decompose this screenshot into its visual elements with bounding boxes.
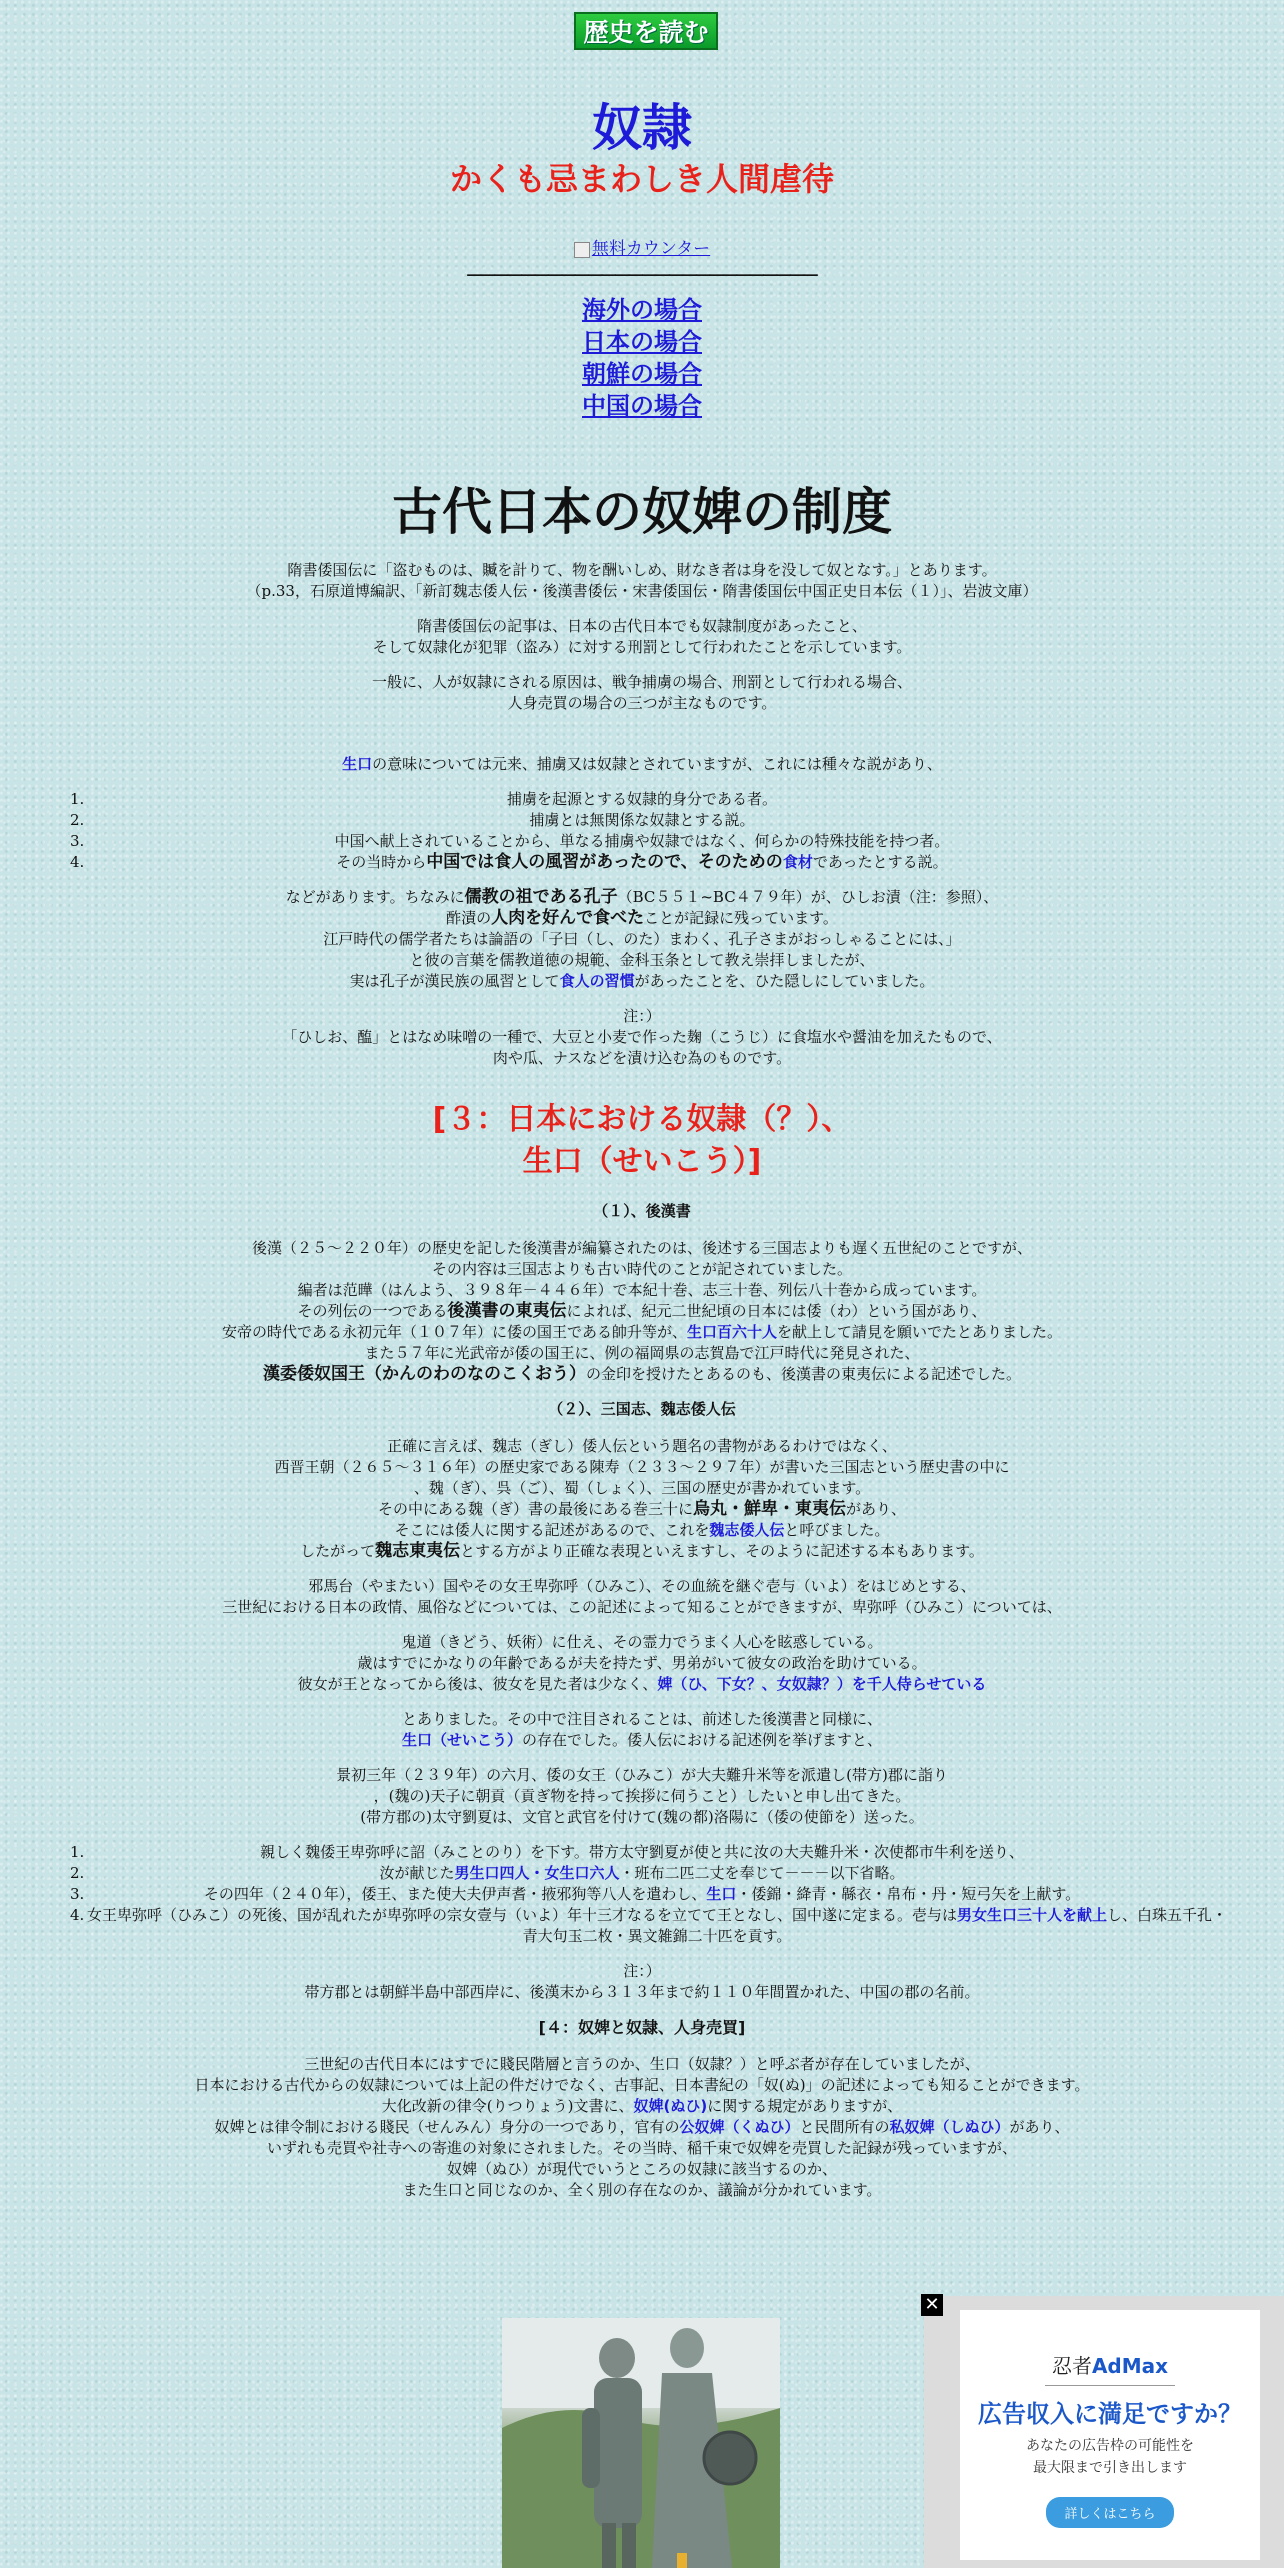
gishi-paragraph-5 <box>0 1765 1284 1828</box>
seikou-intro <box>0 754 1284 775</box>
text-line: 奴婢（ぬひ）が現代でいうところの奴隷に該当するのか、 <box>446 2160 837 2178</box>
ad-content[interactable] <box>960 2310 1260 2560</box>
section3-title <box>0 1099 1284 1183</box>
bold-text: 儒教の祖である孔子 <box>464 887 618 907</box>
bold-text: 魏志東夷伝 <box>375 1541 461 1561</box>
bold-text: 後漢書の東夷伝 <box>447 1301 567 1321</box>
ad-brand-b: AdMax <box>1091 2354 1169 2378</box>
highlight-term: 公奴婢（くぬひ） <box>679 2118 800 2136</box>
nav-link-korea[interactable]: 朝鮮の場合 <box>582 360 702 388</box>
list-item <box>0 810 1284 831</box>
list-number: 3. <box>70 1885 85 1903</box>
text-line: また生口と同じなのか、全く別の存在なのか、議論が分かれています。 <box>402 2181 882 2199</box>
list-number: 4. <box>70 853 85 871</box>
text-line: と民間所有の <box>799 2118 890 2136</box>
section3-sub1: （１）、後漢書 <box>593 1202 691 1220</box>
intro-paragraph-1 <box>0 560 1284 602</box>
text-line: その内容は三国志よりも古い時代のことが記されていました。 <box>431 1260 852 1278</box>
list-number: 2. <box>70 811 85 829</box>
highlight-term: 男生口四人・女生口六人 <box>454 1864 620 1882</box>
highlight-term: 奴婢(ぬひ) <box>633 2097 708 2115</box>
ad-brand <box>960 2350 1260 2379</box>
title-line: [３：日本における奴隷（？）、 <box>432 1102 852 1137</box>
text-line: 江戸時代の儒学者たちは論語の「子曰（し、のた）まわく、孔子さまがおっしゃることには、」 <box>323 930 961 948</box>
counter-link[interactable] <box>0 234 1284 259</box>
text-line: （BC５５１~BC４７９年）が、ひしお漬（注：参照）、 <box>617 888 999 906</box>
seikou-list <box>0 789 1284 873</box>
site-logo[interactable]: 歴史を読む <box>574 12 718 50</box>
text-line: とする方がより正確な表現といえますし、そのように記述する本もあります。 <box>460 1542 984 1560</box>
statue-photo <box>502 2318 780 2568</box>
highlight-term: 生口 <box>706 1885 737 1903</box>
intro-paragraph-3 <box>0 672 1284 714</box>
gishi-paragraph-4 <box>0 1709 1284 1751</box>
text-line: とありました。その中で注目されることは、前述した後漢書と同様に、 <box>401 1710 882 1728</box>
text-line: 邪馬台（やまたい）国やその女王卑弥呼（ひみこ）、その血統を継ぐ壱与（いよ）をはじめとする、 <box>308 1577 976 1595</box>
text-line: があり、 <box>846 1500 907 1518</box>
text-line: （p.33，石原道博編訳、「新訂魏志倭人伝・後漢書倭伝・宋書倭国伝・隋書倭国伝中国正史日本伝（１）」、岩波文庫） <box>246 582 1038 600</box>
intro-paragraph-2 <box>0 616 1284 658</box>
list-text: ・倭錦・絳青・緜衣・帛布・丹・短弓矢を上献す。 <box>736 1885 1081 1903</box>
highlight-term: 婢（ひ、下女？、女奴隷？）を千人侍らせている <box>657 1675 987 1693</box>
text-line: その列伝の一つである <box>297 1302 448 1320</box>
seikou-after <box>0 887 1284 992</box>
text-line: ，(魏の)天子に朝貢（貢ぎ物を持って挨拶に伺うこと）したいと申し出てきた。 <box>373 1787 911 1805</box>
text-line: 鬼道（きどう、妖術）に仕え、その霊力でうまく人心を眩惑している。 <box>401 1633 883 1651</box>
text-line: と彼の言葉を儒教道徳の規範、金科玉条として教え崇拝しましたが、 <box>409 951 875 969</box>
list-number: 3. <box>70 832 85 850</box>
text-line: 正確に言えば、魏志（ぎし）倭人伝という題名の書物があるわけではなく、 <box>387 1437 897 1455</box>
gishi-paragraph-1 <box>0 1436 1284 1562</box>
text-line: 、魏（ぎ）、呉（ご）、蜀（しょく）、三国の歴史が書かれています。 <box>413 1479 871 1497</box>
highlight-term: 私奴婢（しぬひ） <box>889 2118 1010 2136</box>
gishi-list <box>0 1842 1284 1947</box>
highlight-term: 生口（せいこう） <box>401 1731 522 1749</box>
highlight-term: 生口 <box>342 755 373 773</box>
text-line: 「ひしお、醢」とはなめ味噌の一種で、大豆と小麦で作った麹（こうじ）に食塩水や醤油を加えたもので、 <box>282 1028 1002 1046</box>
text-line: の意味については元来、捕虜又は奴隷とされていますが、これには種々な説があり、 <box>372 755 942 773</box>
statue-image <box>502 2318 780 2568</box>
note-label: 注：） <box>623 1962 661 1980</box>
list-number: 4. <box>70 1906 85 1924</box>
bold-text: 漢委倭奴国王（かんのわのなのこくおう） <box>262 1364 586 1384</box>
text-line: 歳はすでにかなりの年齢であるが夫を持たず、男弟がいて彼女の政治を助けている。 <box>357 1654 927 1672</box>
nav-link-china[interactable]: 中国の場合 <box>582 392 702 420</box>
text-line: 三世紀における日本の政情、風俗などについては、この記述によって知ることができますが、卑弥呼（ひみこ）については、 <box>222 1598 1062 1616</box>
page-subtitle: かくも忌まわしき人間虐待 <box>449 160 834 198</box>
list-text: 親しく魏倭王卑弥呼に詔（みことのり）を下す。帯方太守劉夏が使と共に汝の大夫難升米・次使都市牛利を送り、 <box>260 1843 1024 1861</box>
text-line: 肉や瓜、ナスなどを漬け込む為のものです。 <box>492 1049 792 1067</box>
ad-banner[interactable] <box>924 2296 1284 2568</box>
text-line: ことが記録に残っています。 <box>644 909 838 927</box>
list-item <box>0 789 1284 810</box>
list-text: し、白珠五千孔・青大句玉二枚・異文雑錦二十匹を貢す。 <box>522 1906 1228 1945</box>
list-text: その四年（２４０年），倭王、また使大夫伊声耆・掖邪狗等八人を遣わし、 <box>203 1885 707 1903</box>
ad-divider <box>1045 2385 1175 2386</box>
section4-paragraph <box>0 2054 1284 2201</box>
text-line: (帯方郡の)太守劉夏は、文官と武官を付けて(魏の都)洛陽に（倭の使節を）送った。 <box>360 1808 924 1826</box>
list-item <box>0 1905 1284 1947</box>
list-text: ・班布二匹二丈を奉じて－－－以下省略。 <box>619 1864 905 1882</box>
list-item <box>0 1863 1284 1884</box>
list-text: であったとする説。 <box>812 853 948 871</box>
highlight-term: 男女生口三十人を献上 <box>956 1906 1107 1924</box>
text-line: いずれも売買や社寺への寄進の対象にされました。その当時、稲千束で奴婢を売買した記録が残っていますが、 <box>266 2139 1017 2157</box>
text-line: 後漢（２５～２２０年）の歴史を記した後漢書が編纂されたのは、後述する三国志よりも遅く五世紀のことですが、 <box>251 1239 1032 1257</box>
text-line: 一般に、人が奴隷にされる原因は、戦争捕虜の場合、刑罰として行われる場合、 <box>371 673 912 691</box>
title-line: 生口（せいこう）] <box>522 1144 762 1179</box>
text-line: 隋書倭国伝に「盗むものは、贓を計りて、物を酬いしめ、財なき者は身を没して奴となす。」とあります。 <box>287 561 997 579</box>
counter-alt-text: 無料カウンター <box>591 239 711 259</box>
list-text: その当時から <box>336 853 427 871</box>
text-line: 西晋王朝（２６５～３１６年）の歴史家である陳寿（２３３～２９７年）が書いた三国志という歴史書の中に <box>274 1458 1010 1476</box>
text-line: の金印を授けたとあるのも、後漢書の東夷伝による記述でした。 <box>585 1365 1021 1383</box>
text-line: 三世紀の古代日本にはすでに賤民階層と言うのか、生口（奴隷？）と呼ぶ者が存在していましたが、 <box>304 2055 980 2073</box>
list-item <box>0 831 1284 852</box>
text-line: 隋書倭国伝の記事は、日本の古代日本でも奴隷制度があったこと、 <box>417 617 867 635</box>
text-line: に関する規定がありますが、 <box>707 2097 903 2115</box>
section3-sub2: （２）、三国志、魏志倭人伝 <box>548 1400 736 1418</box>
text-line: そこには倭人に関する記述があるので、これを <box>394 1521 710 1539</box>
text-line: 彼女が王となってから後は、彼女を見た者は少なく、 <box>297 1675 658 1693</box>
section4-title: [４：奴婢と奴隷、人身売買] <box>538 2018 746 2037</box>
text-line: を献上して請見を願いでたとありました。 <box>777 1323 1063 1341</box>
text-line: などがあります。ちなみに <box>285 888 465 906</box>
ad-brand-a: 忍者 <box>1051 2354 1092 2378</box>
main-heading: 古代日本の奴婢の制度 <box>392 483 892 541</box>
nav-link-overseas[interactable]: 海外の場合 <box>582 296 702 324</box>
page-title: 奴隷 <box>592 99 692 157</box>
text-line: また５７年に光武帝が倭の国王に、例の福岡県の志賀島で江戸時代に発見された、 <box>364 1344 920 1362</box>
list-number: 1. <box>70 790 85 808</box>
bold-text: 中国では食人の風習があったので、そのための <box>426 852 783 872</box>
list-text: 捕虜を起源とする奴隷的身分である者。 <box>506 790 777 808</box>
text-line: によれば、紀元二世紀頃の日本には倭（わ）という国があり、 <box>566 1302 987 1320</box>
ad-close-icon[interactable]: ✕ <box>921 2294 943 2316</box>
highlight-term: 食材 <box>782 853 813 871</box>
note-label: 注：） <box>623 1007 661 1025</box>
gokansho-paragraph <box>0 1238 1284 1385</box>
text-line: 実は孔子が漢民族の風習として <box>349 972 560 990</box>
text-line: 人身売買の場合の三つが主なものです。 <box>507 694 777 712</box>
ad-details-button[interactable]: 詳しくはこちら <box>1046 2497 1173 2528</box>
highlight-term: 魏志倭人伝 <box>709 1521 785 1539</box>
text-line: と呼びました。 <box>784 1521 890 1539</box>
list-text: 捕虜とは無関係な奴隷とする説。 <box>529 811 755 829</box>
bold-text: 人肉を好んで食べた <box>491 908 645 928</box>
text-line: 酢漬の <box>446 909 492 927</box>
separator: ―――――――――――――――――――――――――― <box>467 260 817 288</box>
text-line: があり、 <box>1009 2118 1070 2136</box>
list-item <box>0 852 1284 873</box>
list-text: 中国へ献上されていることから、単なる捕虜や奴隷ではなく、何らかの特殊技能を持つ者。 <box>334 832 950 850</box>
gishi-paragraph-3 <box>0 1632 1284 1695</box>
highlight-term: 食人の習慣 <box>559 972 635 990</box>
text-line: 帯方郡とは朝鮮半島中部西岸に、後漢末から３１３年まで約１１０年間置かれた、中国の郡の名前。 <box>304 1983 980 2001</box>
list-text: 汝が献じた <box>379 1864 455 1882</box>
nav-link-japan[interactable]: 日本の場合 <box>582 328 702 356</box>
list-number: 2. <box>70 1864 85 1882</box>
list-number: 1. <box>70 1843 85 1861</box>
gishi-paragraph-2 <box>0 1576 1284 1618</box>
article-body <box>0 560 1284 2215</box>
text-line: 奴婢とは律令制における賤民（せんみん）身分の一つであり，官有の <box>214 2118 680 2136</box>
text-line: そして奴隷化が犯罪（盗み）に対する刑罰として行われたことを示しています。 <box>372 638 912 656</box>
text-line: の存在でした。倭人伝における記述例を挙げますと、 <box>522 1731 883 1749</box>
broken-image-icon <box>574 242 590 258</box>
text-line: があったことを、ひた隠しにしていました。 <box>634 972 935 990</box>
text-line: 日本における古代からの奴隷については上記の件だけでなく、古事記、日本書紀の「奴(ぬ)」の記述によっても知ることができます。 <box>194 2076 1090 2094</box>
note <box>0 1006 1284 1069</box>
text-line: その中にある魏（ぎ）書の最後にある巻三十に <box>377 1500 693 1518</box>
list-item <box>0 1884 1284 1905</box>
ad-headline: 広告収入に満足ですか？ <box>978 2400 1242 2428</box>
ad-text-line: 最大限まで引き出します <box>1033 2460 1187 2476</box>
note <box>0 1961 1284 2003</box>
list-item <box>0 1842 1284 1863</box>
highlight-term: 生口百六十人 <box>686 1323 777 1341</box>
nav-links <box>0 294 1284 422</box>
text-line: 景初三年（２３９年）の六月、倭の女王（ひみこ）が大夫難升米等を派遣し(帯方)郡に詣り <box>336 1766 948 1784</box>
ad-text <box>960 2435 1260 2479</box>
list-text: 女王卑弥呼（ひみこ）の死後、国が乱れたが卑弥呼の宗女壹与（いよ）年十三才なるを立てて王となし、国中遂に定まる。壱与は <box>86 1906 957 1924</box>
ad-text-line: あなたの広告枠の可能性を <box>1026 2438 1194 2454</box>
text-line: 編者は范曄（はんよう、３９８年－４４６年）で本紀十巻、志三十巻、列伝八十巻から成っています。 <box>297 1281 987 1299</box>
text-line: 安帝の時代である永初元年（１０７年）に倭の国王である帥升等が、 <box>221 1323 687 1341</box>
text-line: 大化改新の律令(りつりょう)文書に、 <box>381 2097 634 2115</box>
bold-text: 烏丸・鮮卑・東夷伝 <box>693 1499 846 1519</box>
text-line: したがって <box>300 1542 376 1560</box>
